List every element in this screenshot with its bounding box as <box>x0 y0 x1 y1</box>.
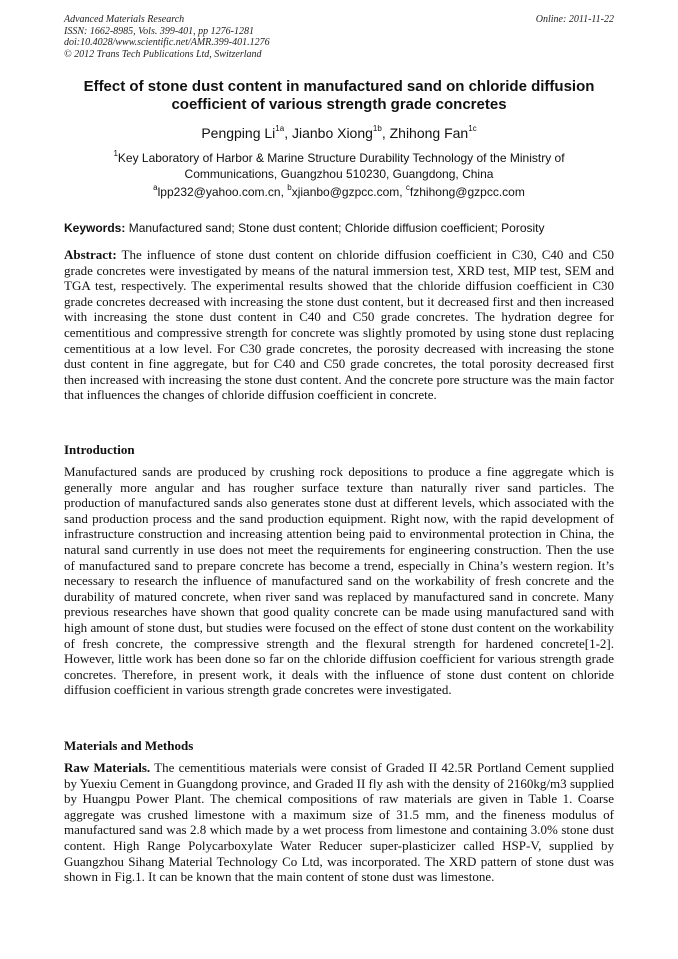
journal-header <box>64 14 614 60</box>
journal-info <box>64 14 270 60</box>
email-list <box>40 185 638 200</box>
affiliation-marker: 1 <box>113 149 118 158</box>
title-line-2: coefficient of various strength grade concretes <box>171 96 507 113</box>
paper-title <box>50 78 628 114</box>
affiliation <box>60 150 618 182</box>
author: Jianbo Xiong$^{1b}$, <box>291 124 390 141</box>
raw-materials-label: Raw Materials. <box>64 760 151 775</box>
introduction-text: Manufactured sands are produced by crushing rock depositions to produce a fine aggregate which is generally more angular and has rougher surface texture than naturally river sand particles. The production of manufactured sands also generates stone dust at different levels, which associated with the sand production process and the sand production equipment. Right now, with the rapid development of infrastructure construction and increasing attention being paid to environmental protection in China, the natural sand currently in use does not meet the requirements for engineering construction. Then the use of manufactured sand to prepare concrete has become a trend, especially in China’s western region. It’s necessary to research the influence of manufactured sand on the workability of fresh concrete and the durability of matured concrete, when river sand was replaced by manufactured sand in concrete. Many previous researches have shown that good quality concrete can be made using manufactured sand with high amount of stone dust, but studies were focused on the effect of stone dust content on the workability of fresh concrete, the compressive strength and the flexural strength for hardened concrete[1-2]. However, little work has been done so far on the chloride diffusion coefficient for various strength grade concretes. Therefore, in present work, it deals with the influence of stone dust content on chloride diffusion coefficient in various strength grade concretes were investigated. <box>64 464 614 698</box>
title-line-1: Effect of stone dust content in manufactured sand on chloride diffusion <box>83 78 595 95</box>
introduction-heading: Introduction <box>64 442 135 457</box>
email: $^b$xjianbo@gzpcc.com, <box>287 183 406 199</box>
online-date: Online: 2011-11-22 <box>535 14 614 25</box>
keywords <box>64 221 614 236</box>
abstract-label: Abstract: <box>64 247 117 262</box>
affiliation-line-2: Communications, Guangzhou 510230, Guangdong, China <box>184 167 494 181</box>
affiliation-line-1: Key Laboratory of Harbor & Marine Structure Durability Technology of the Ministry of <box>117 151 565 165</box>
author: Zhihong Fan$^{1c}$ <box>389 124 477 141</box>
copyright-line: © 2012 Trans Tech Publications Ltd, Switzerland <box>64 48 262 60</box>
doi-line: doi:10.4028/www.scientific.net/AMR.399-401.1276 <box>64 37 270 48</box>
keywords-label: Keywords: <box>64 221 126 235</box>
email: $^c$fzhihong@gzpcc.com <box>405 183 525 199</box>
abstract-text: The influence of stone dust content on chloride diffusion coefficient in C30, C40 and C50 grade concretes were investigated by means of the natural immersion test, XRD test, MIP test, SEM and TGA test, respectively. The experimental results showed that the chloride diffusion coefficient in C30 grade concretes decreased with increasing the stone dust content, but it decreased first and then increased with increasing the stone dust content in C40 and C50 grade concretes. The hydration degree for cementitious and compressive strength for concrete was slightly promoted by using stone dust replacing cementitious at a low level. For C30 grade concretes, the porosity decreased with increasing the stone dust content in fine aggregate, but for C40 and C50 grade concretes, the total porosity decreased first then increased with increasing the stone dust content. And the concrete pore structure was the main factor that influences the changes of chloride diffusion coefficient in concrete. <box>64 247 614 403</box>
author-list <box>40 125 638 142</box>
raw-materials-text: The cementitious materials were consist of Graded II 42.5R Portland Cement supplied by Yuexiu Cement in Guangdong province, and Graded II fly ash with the density of 2160kg/m3 supplied by Huangpu Power Plant. The chemical compositions of raw materials are given in Table 1. Coarse aggregate was crushed limestone with a maximum size of 31.5 mm, and the fineness modulus of manufactured sand was 2.8 which made by a wet process from limestone and containing 3.0% stone dust content. High Range Polycarboxylate Water Reducer super-plasticizer called HSP-V, supplied by Guangzhou Sihang Material Technology Co Ltd, was incorporated. The XRD pattern of stone dust was shown in Fig.1. It can be known that the main content of stone dust was limestone. <box>64 760 615 885</box>
author: Pengping $Li^{1a}$, <box>201 124 292 141</box>
issn-line: ISSN: 1662-8985, Vols. 399-401, pp 1276-1281 <box>64 25 254 37</box>
materials-methods-paragraph <box>64 760 614 885</box>
journal-name: Advanced Materials Research <box>64 14 185 25</box>
materials-methods-heading: Materials and Methods <box>64 738 194 753</box>
email: $^a$lpp232@yahoo.com.cn, <box>153 183 288 199</box>
abstract <box>64 247 614 403</box>
keywords-text: Manufactured sand; Stone dust content; Chloride diffusion coefficient; Porosity <box>125 221 545 235</box>
